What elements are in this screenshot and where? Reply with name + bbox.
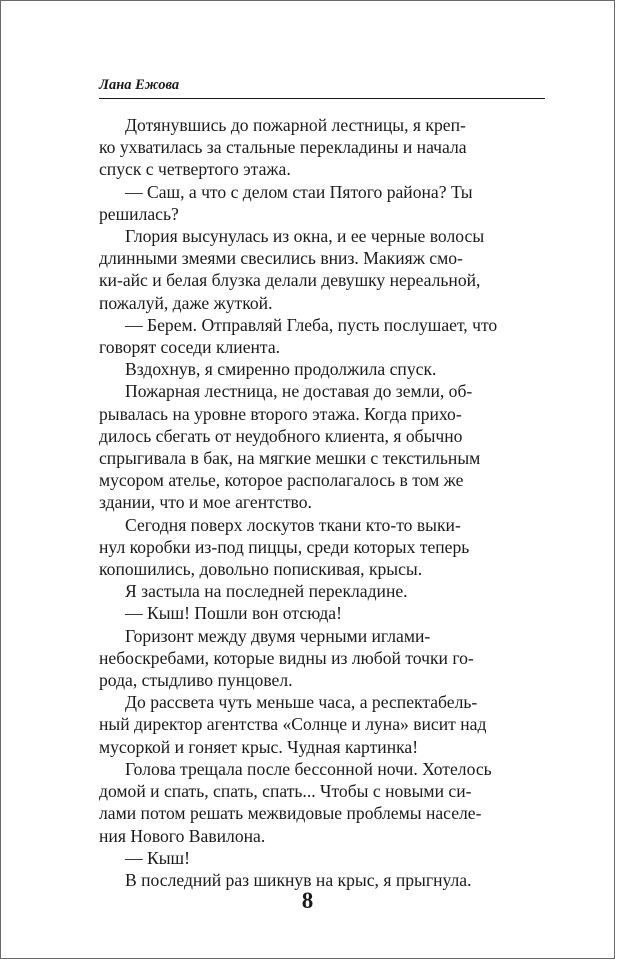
paragraph: — Саш, а что с делом стаи Пятого района? Ты решилась?: [99, 181, 473, 224]
paragraph: — Кыш!: [125, 847, 190, 868]
paragraph: До рассвета чуть меньше часа, а респектабель- ный директор агентства «Солнце и луна» висит над мусоркой и гоняет крыс. Чудная картинка!: [99, 692, 487, 757]
paragraph: Вздохнув, я смиренно продолжила спуск.: [125, 359, 437, 380]
paragraph: Дотянувшись до пожарной лестницы, я креп- ко ухватилась за стальные перекладины и начала спуск с четвертого этажа.: [99, 115, 467, 180]
paragraph: Горизонт между двумя черными иглами- небоскребами, которые видны из любой точки го- рода, стыдливо пунцовел.: [99, 625, 474, 691]
page-number: 8: [301, 888, 314, 913]
paragraph: Я застыла на последней перекладине.: [125, 581, 408, 602]
paragraph: Голова трещала после бессонной ночи. Хотелось домой и спать, спать, спать... Чтобы с новыми си- лами потом решать межвидовые проблемы населе- ния Нового Вавилона.: [99, 758, 492, 846]
body-text: [99, 114, 545, 891]
paragraph: В последний раз шикнув на крыс, я прыгнула.: [125, 869, 472, 890]
paragraph: — Берем. Отправляй Глеба, пусть послушает, что говорят соседи клиента.: [99, 314, 498, 358]
running-header-author: Лана Ежова: [99, 77, 180, 93]
paragraph: Глория высунулась из окна, и ее черные волосы длинными змеями свесились вниз. Макияж смо- ки-айс и белая блузка делали девушку нереальной, пожалуй, даже жуткой.: [99, 226, 485, 313]
paragraph: Пожарная лестница, не доставая до земли, об- рывалась на уровне второго этажа. Когда прихо- дилось сбегать от неудобного клиента, я обычно спрыгивала в бак, на мягкие мешки с текстильным мусором ателье, которое располагалось в том же здании, что и мое агентство.: [99, 381, 481, 513]
header-rule: [99, 98, 545, 99]
paragraph: Сегодня поверх лоскутов ткани кто-то выки- нул коробки из-под пиццы, среди которых теперь копошились, довольно попискивая, крысы.: [99, 514, 470, 580]
paragraph: — Кыш! Пошли вон отсюда!: [125, 603, 342, 624]
